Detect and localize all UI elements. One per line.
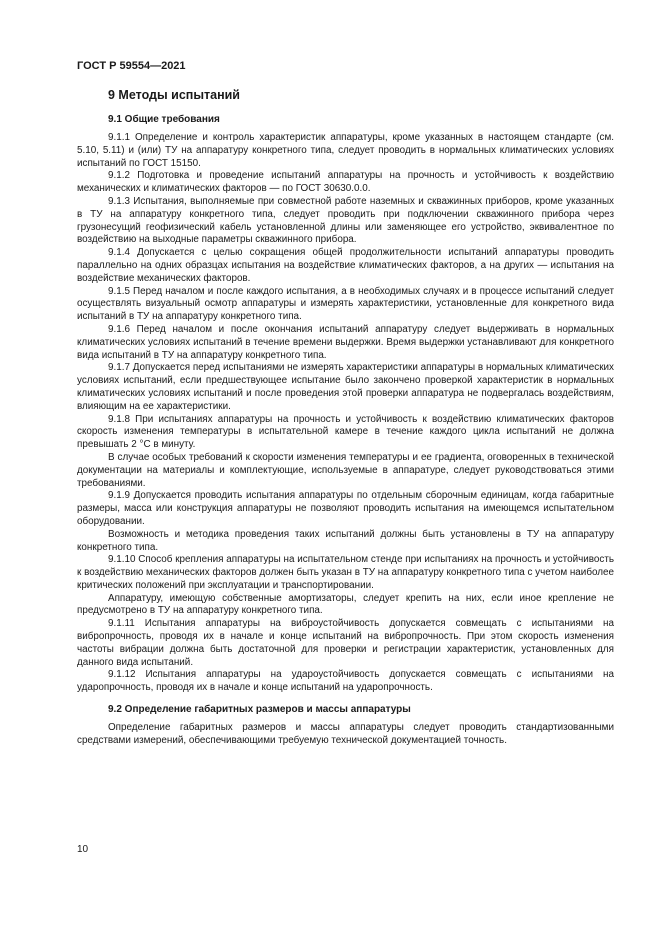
page-content	[77, 88, 614, 748]
paragraph-9-1-4: 9.1.4 Допускается с целью сокращения общей продолжительности испытаний аппаратуры проводить параллельно на одних образцах испытания на воздействие климатических факторов, а на других — испытания на воздействие механических факторов.	[77, 247, 614, 284]
paragraph-9-1-10: 9.1.10 Способ крепления аппаратуры на испытательном стенде при испытаниях на прочность и устойчивость к воздействию механических факторов должен быть указан в ТУ на аппаратуру конкретного типа с учетом наиболее критических положений при эксплуатации и транспортировании.	[77, 554, 614, 591]
paragraph-9-1-2: 9.1.2 Подготовка и проведение испытаний аппаратуры на прочность и устойчивость к воздействию механических и климатических факторов — по ГОСТ 30630.0.0.	[77, 170, 614, 195]
paragraph-9-1-5: 9.1.5 Перед началом и после каждого испытания, а в необходимых случаях и в процессе испытаний следует осуществлять визуальный осмотр аппаратуры и измерять характеристики, установленные для конкретного вида испытаний в ТУ на аппаратуру конкретного типа.	[77, 285, 614, 323]
paragraph-9-1-9-note: Возможность и методика проведения таких испытаний должны быть установлены в ТУ на аппаратуру конкретного типа.	[77, 528, 614, 553]
paragraph-9-1-6: 9.1.6 Перед началом и после окончания испытаний аппаратуру следует выдерживать в нормальных климатических условиях испытаний в течение времени выдержки. Время выдержки устанавливают для конкретного вида испытаний в ТУ на аппаратуру конкретного типа.	[77, 323, 614, 361]
subsection-title-9-1: 9.1 Общие требования	[108, 114, 220, 125]
paragraph-9-1-8-note: В случае особых требований к скорости изменения температуры и ее градиента, оговоренных в технической документации на материалы и комплектующие, используемые в аппаратуре, следует руководствоваться этими требованиями.	[77, 451, 614, 489]
subsection-title-9-2: 9.2 Определение габаритных размеров и массы аппаратуры	[108, 704, 411, 716]
subsection-body-9-1	[77, 132, 614, 695]
section-title: 9 Методы испытаний	[108, 88, 240, 102]
paragraph-9-1-3: 9.1.3 Испытания, выполняемые при совместной работе наземных и скважинных приборов, кроме указанных в ТУ на аппаратуру конкретного типа, следует проводить при подключении скважинного прибора через грузонесущий геофизический кабель установленной длины или заменяющее его устройство, эквивалентное по воздействию на выходные параметры скважинного прибора.	[77, 195, 614, 246]
paragraph-9-1-11: 9.1.11 Испытания аппаратуры на виброустойчивость допускается совмещать с испытаниями на вибропрочность, проводя их в начале и конце испытаний на вибропрочность. При этом скорость изменения частоты вибрации должна быть достаточной для проверки и регистрации характеристик, установленных для данного вида испытаний.	[77, 618, 614, 668]
paragraph-9-1-9: 9.1.9 Допускается проводить испытания аппаратуры по отдельным сборочным единицам, когда габаритные размеры, масса или конструкция аппаратуры не позволяют проводить испытания на имеющемся испытательном оборудовании.	[77, 490, 614, 527]
paragraph-9-1-7: 9.1.7 Допускается перед испытаниями не измерять характеристики аппаратуры в нормальных климатических условиях испытаний, если предшествующее испытание было закончено проверкой характеристик в нормальных климатических условиях испытаний и после проведения этой проверки аппаратура не подвергалась воздействиям, влияющим на ее характеристики.	[77, 362, 614, 412]
subsection-body-9-2	[77, 722, 614, 748]
document-header: ГОСТ Р 59554—2021	[77, 60, 186, 72]
paragraph-9-1-12: 9.1.12 Испытания аппаратуры на удароустойчивость допускается совмещать с испытаниями на ударопрочность, проводя их в начале и конце испытаний на ударопрочность.	[77, 669, 614, 694]
paragraph-9-1-1: 9.1.1 Определение и контроль характеристик аппаратуры, кроме указанных в настоящем стандарте (см. 5.10, 5.11) и (или) ТУ на аппаратуру конкретного типа, следует проводить в нормальных климатических условиях испытаний по ГОСТ 15150.	[77, 132, 614, 169]
page-number: 10	[77, 844, 89, 855]
paragraph-9-1-8: 9.1.8 При испытаниях аппаратуры на прочность и устойчивость к воздействию климатических факторов скорость изменения температуры в испытательной камере в течение каждого цикла испытаний не должна превышать 2 °С в минуту.	[77, 413, 614, 451]
paragraph-9-1-10-note: Аппаратуру, имеющую собственные амортизаторы, следует крепить на них, если иное крепление не предусмотрено в ТУ на аппаратуру конкретного типа.	[77, 592, 614, 617]
paragraph-9-2-1: Определение габаритных размеров и массы аппаратуры следует проводить стандартизованными средствами измерений, обеспечивающими требуемую технической документацией точность.	[77, 722, 614, 746]
